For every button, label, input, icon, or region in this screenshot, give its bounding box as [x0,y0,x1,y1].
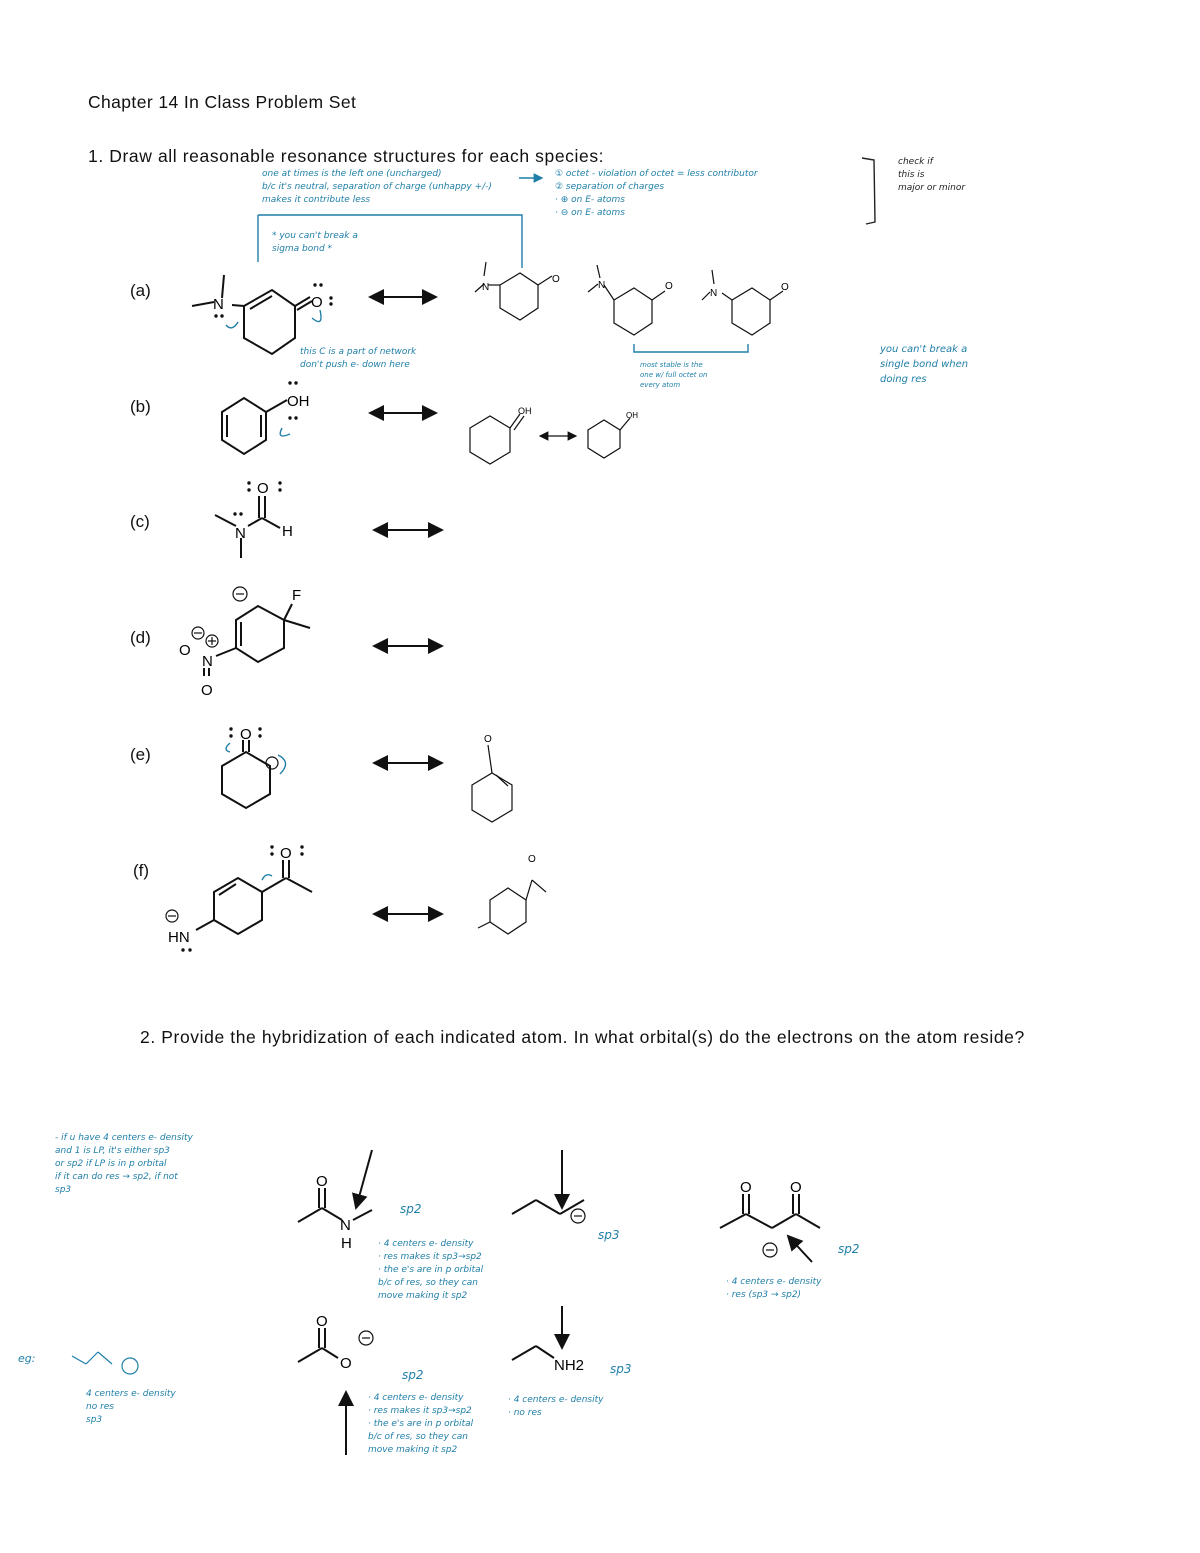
structure-f [196,860,312,934]
atom-d-f: F [292,587,302,604]
atom-d-o1: O [179,642,191,659]
atom-d-o2: O [201,682,213,699]
atom-a2-n: N [482,282,490,293]
note-eg-label: eg: [18,1352,36,1365]
note-amine: · 4 centers e- density · no res [508,1395,604,1418]
note-diketone: · 4 centers e- density · res (sp3 → sp2) [726,1277,822,1300]
atom-c-o: O [257,480,269,497]
atom-q2-carb-o1: O [316,1313,328,1330]
structure-c [215,496,280,558]
note-eg: 4 centers e- density no res sp3 [86,1389,176,1425]
atom-f2-o: O [528,854,536,865]
resonance-arrows [370,297,576,914]
q2-carboxylate [298,1328,346,1455]
question-2: 2. Provide the hybridization of each indicated atom. In what orbital(s) do the electrons on the atom reside? [140,1027,1025,1047]
atom-q2-amide-o: O [316,1173,328,1190]
eg-sketch [72,1352,138,1374]
structure-a [192,275,312,354]
atom-b3-oh: OH [626,411,638,420]
atom-d-n: N [202,653,213,670]
atom-q2-amine-nh2: NH2 [554,1357,585,1374]
hyb-amine: sp3 [610,1362,632,1376]
q2-amine [512,1306,562,1360]
part-label-f: (f) [133,861,150,880]
atom-c-n: N [235,525,246,542]
note-cant-break: you can't break a single bond when doing res [880,344,969,385]
atom-a-n: N [213,296,224,313]
structure-d [204,604,310,676]
structure-a-res2 [588,265,665,335]
note-carboxylate: · 4 centers e- density · res makes it sp3→sp2 · the e's are in p orbital b/c of res, so they can move making it sp2 [368,1393,474,1455]
atom-q2-amide-n: N [340,1217,351,1234]
note-network: this C is a part of network don't push e- down here [300,347,417,370]
atom-q2-diketone-o2: O [790,1179,802,1196]
atom-a3-o: O [665,281,673,292]
structure-e [222,740,270,808]
hyb-carboxylate: sp2 [402,1368,424,1382]
atom-a-o: O [311,294,323,311]
q2-carbanion [512,1150,584,1214]
part-label-e: (e) [130,745,151,764]
part-label-d: (d) [130,628,151,647]
note-left-rule: - if u have 4 centers e- density and 1 is LP, it's either sp3 or sp2 if LP is in p orbital if it can do res → sp2, if not sp3 [55,1133,193,1195]
page-title: Chapter 14 In Class Problem Set [88,92,357,112]
structure-b [222,398,287,454]
atom-e2-o: O [484,734,492,745]
structure-e-res [472,745,512,822]
structure-f-res [478,880,546,934]
note-top-rules: one at times is the left one (uncharged) b/c it's neutral, separation of charge (unhappy +/-) makes it contribute less [262,169,492,205]
atom-e-o: O [240,726,252,743]
question-1: 1. Draw all reasonable resonance structures for each species: [88,146,605,166]
atom-q2-carb-o2: O [340,1355,352,1372]
right-bracket [862,158,875,224]
hyb-amide-n: sp2 [400,1202,422,1216]
hyb-carbanion: sp3 [598,1228,620,1242]
q2-diketone [720,1194,820,1262]
atom-a4-o: O [781,282,789,293]
structure-b-res1 [470,414,524,464]
structure-b-res2 [588,418,630,458]
atom-a3-n: N [598,280,606,291]
part-label-c: (c) [130,512,150,531]
part-label-b: (b) [130,397,151,416]
hyb-diketone: sp2 [838,1242,860,1256]
note-criteria: ① octet - violation of octet = less contributor ② separation of charges · ⊕ on E- atoms · ⊖ on E- atoms [555,169,758,218]
annotation-bracket-lines [258,178,748,352]
atom-c-h: H [282,523,293,540]
atom-q2-amide-h: H [341,1235,352,1252]
part-label-a: (a) [130,281,151,300]
atom-q2-diketone-o1: O [740,1179,752,1196]
atom-b-oh: OH [287,393,310,410]
structure-a-res3 [702,270,783,335]
note-major: most stable is the one w/ full octet on every atom [640,361,708,389]
atom-a4-n: N [710,288,718,299]
note-bracket: check if this is major or minor [898,157,966,193]
q2-amide [298,1150,372,1222]
atom-f-o: O [280,845,292,862]
note-sigma: * you can't break a sigma bond * [272,231,358,254]
note-amide: · 4 centers e- density · res makes it sp3→sp2 · the e's are in p orbital b/c of res, so they can move making it sp2 [378,1239,484,1301]
atom-b2-oh: OH [518,406,532,416]
atom-a2-o: O [552,274,560,285]
atom-f-hn: HN [168,929,190,946]
